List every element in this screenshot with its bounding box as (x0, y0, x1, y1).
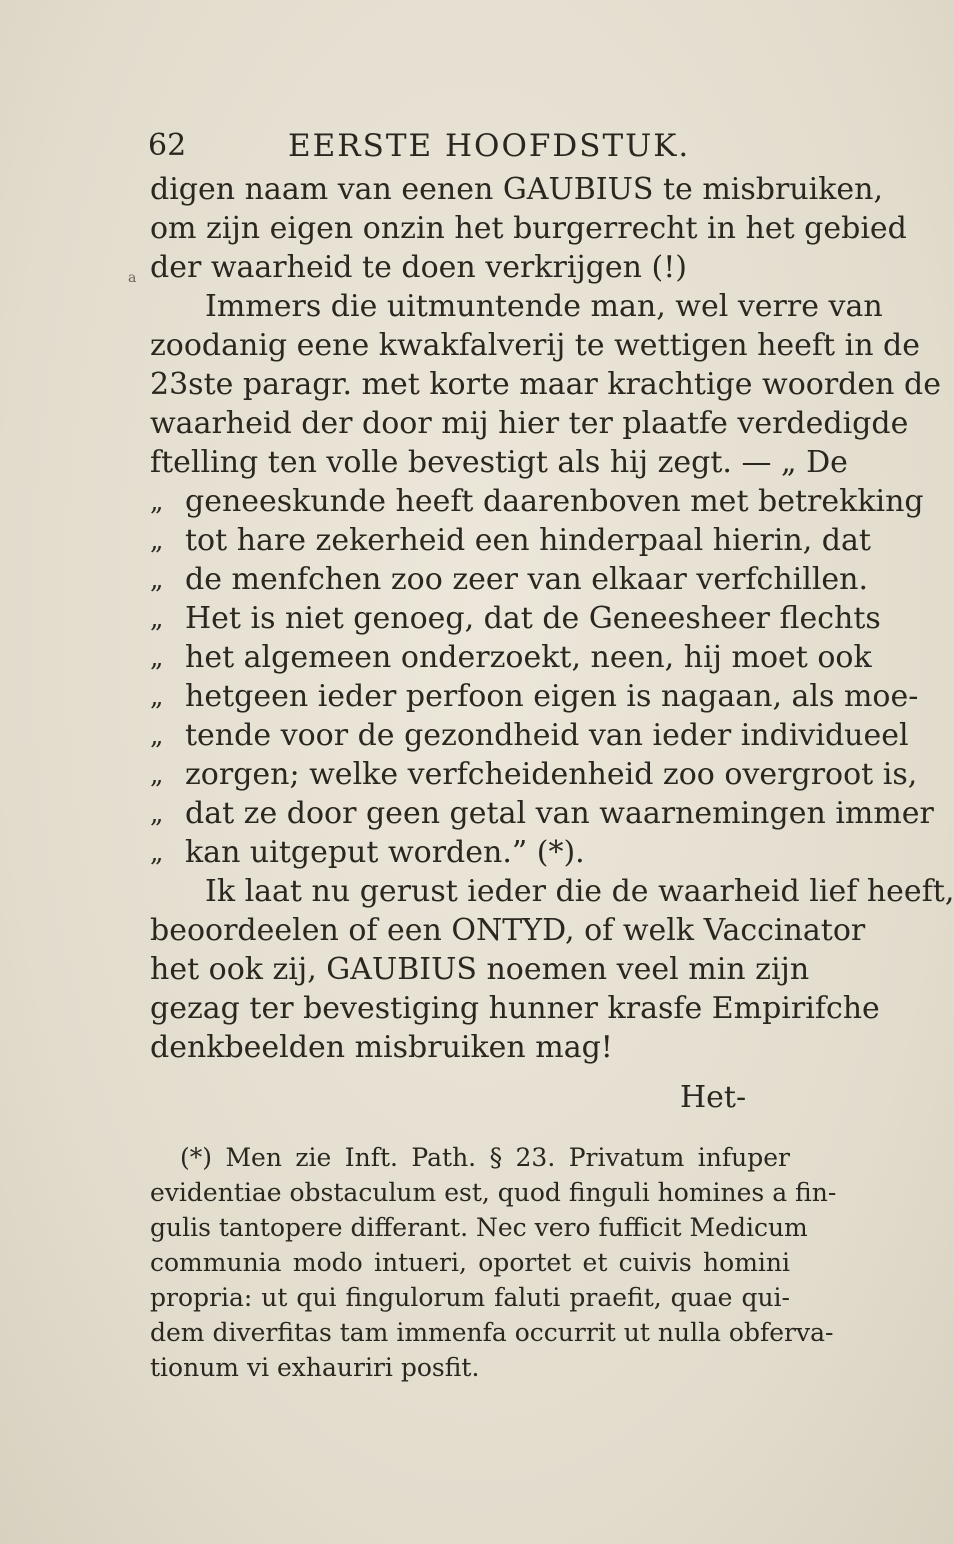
quote-mark: „ (150, 838, 164, 868)
body-line: Immers die uitmuntende man, wel verre van (205, 289, 883, 324)
quote-mark: „ (150, 565, 164, 595)
body-line: zoodanig eene kwakfalverij te wettigen heeft in de (150, 328, 921, 363)
body-line: het ook zij, GAUBIUS noemen veel min zijn (150, 952, 810, 987)
body-line: gezag ter bevestiging hunner krasfe Empirifche (150, 991, 880, 1026)
quote-mark: „ (150, 526, 164, 556)
body-line: het algemeen onderzoekt, neen, hij moet ook (185, 640, 872, 675)
running-title: EERSTE HOOFDSTUK. (288, 128, 691, 164)
quote-mark: „ (150, 487, 164, 517)
body-line: de menfchen zoo zeer van elkaar verfchillen. (185, 562, 869, 597)
quote-mark: „ (150, 643, 164, 673)
footnote-line: (*) Men zie Inft. Path. § 23. Privatum infuper (180, 1143, 790, 1172)
body-line: tot hare zekerheid een hinderpaal hierin, dat (185, 523, 871, 558)
body-line: dat ze door geen getal van waarnemingen immer (185, 796, 934, 831)
body-line: denkbeelden misbruiken mag! (150, 1030, 613, 1065)
body-line: digen naam van eenen GAUBIUS te misbruiken, (150, 172, 884, 207)
footnote-line: tionum vi exhauriri posfit. (150, 1353, 480, 1382)
quote-mark: „ (150, 682, 164, 712)
body-line: tende voor de gezondheid van ieder individueel (185, 718, 909, 753)
footnote-line: communia modo intueri, oportet et cuivis homini (150, 1248, 790, 1277)
body-line: ftelling ten volle bevestigt als hij zegt. — „ De (150, 445, 848, 480)
body-line: geneeskunde heeft daarenboven met betrekking (185, 484, 924, 519)
body-line: Ik laat nu gerust ieder die de waarheid lief heeft, (205, 874, 954, 909)
body-line: Het is niet genoeg, dat de Geneesheer flechts (185, 601, 881, 636)
page-number: 62 (148, 128, 187, 163)
margin-mark: a (128, 270, 137, 286)
quote-mark: „ (150, 721, 164, 751)
body-line: hetgeen ieder perfoon eigen is nagaan, als moe- (185, 679, 919, 714)
body-line: om zijn eigen onzin het burgerrecht in het gebied (150, 211, 907, 246)
quote-mark: „ (150, 799, 164, 829)
footnote-line: propria: ut qui fingulorum faluti praefit, quae qui- (150, 1283, 790, 1312)
footnote-line: gulis tantopere differant. Nec vero fufficit Medicum (150, 1213, 808, 1242)
body-line: der waarheid te doen verkrijgen (!) (150, 250, 687, 285)
body-line: waarheid der door mij hier ter plaatfe verdedigde (150, 406, 909, 441)
catchword: Het- (680, 1080, 747, 1115)
body-line: zorgen; welke verfcheidenheid zoo overgroot is, (185, 757, 918, 792)
quote-mark: „ (150, 760, 164, 790)
footnote-line: evidentiae obstaculum est, quod finguli homines a fin- (150, 1178, 837, 1207)
body-line: beoordeelen of een ONTYD, of welk Vaccinator (150, 913, 866, 948)
body-line: 23ste paragr. met korte maar krachtige woorden de (150, 367, 941, 402)
footnote-line: dem diverfitas tam immenfa occurrit ut nulla obferva- (150, 1318, 834, 1347)
body-line: kan uitgeput worden.” (*). (185, 835, 585, 870)
quote-mark: „ (150, 604, 164, 634)
